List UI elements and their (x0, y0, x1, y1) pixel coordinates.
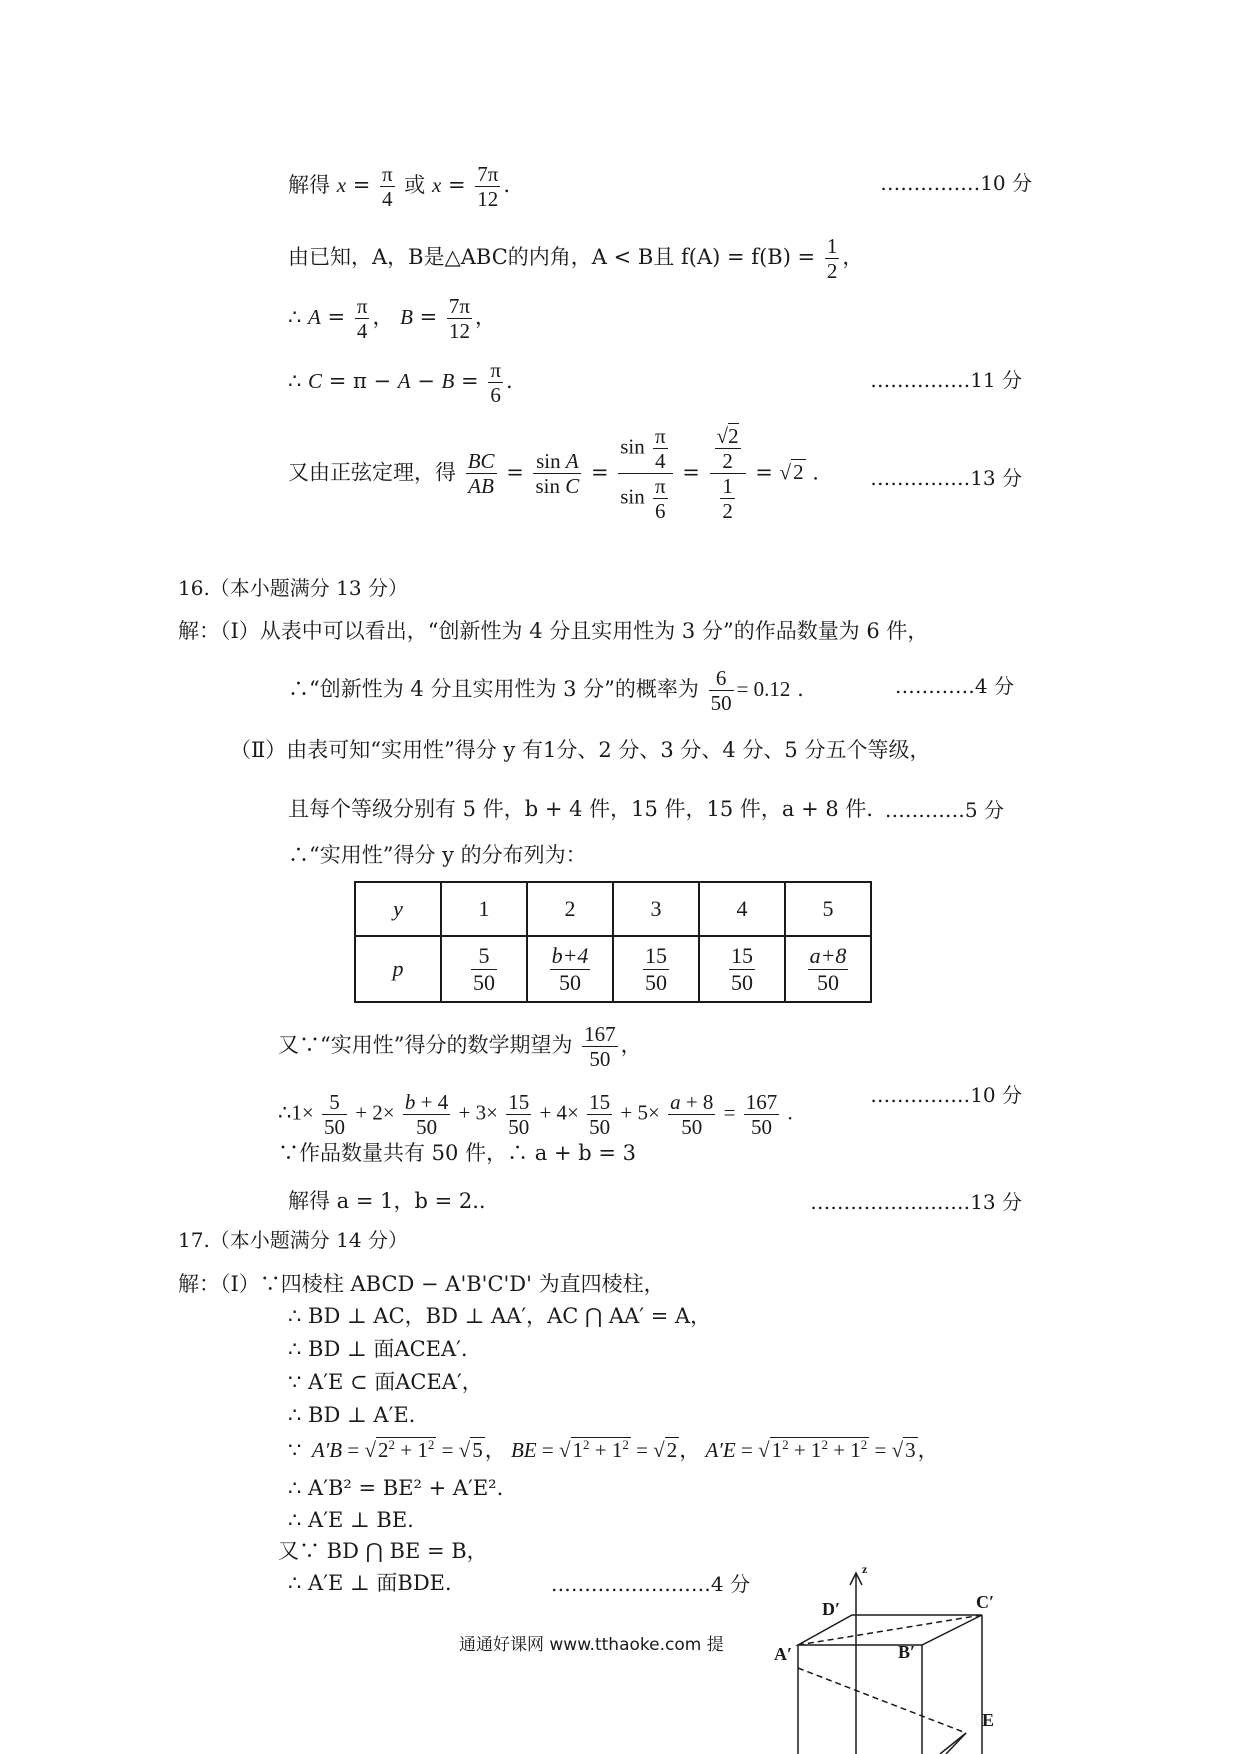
p17-line3: ∴ BD ⊥ 面ACEA′. (288, 1337, 468, 1361)
p16-score-13: ……………………13 分 (810, 1190, 1022, 1214)
table-cell: 5 (785, 882, 871, 936)
p17-line10: ∴ A′E ⊥ 面BDE． (288, 1571, 466, 1595)
page-footer: 通通好课网 www.tthaoke.com 提 (459, 1635, 724, 1655)
fraction-den: 50 (731, 969, 753, 995)
fraction: sin $\frac{\pi}{4}$ sin $\frac{\pi}{6}$ (618, 424, 672, 524)
fraction-den: 50 (558, 969, 581, 995)
p16-part2-line4: 又∵“实用性”得分的数学期望为 $\frac{167}{50}$ ， (278, 1022, 642, 1072)
fraction: $\frac{\pi}{6}$ (490, 358, 501, 408)
fraction: $\frac{7\pi}{12}$ (477, 162, 499, 212)
fraction: $\frac{6}{50}$ (710, 666, 732, 716)
line-E2 (946, 1733, 966, 1754)
p17-score-4: ……………………4 分 (550, 1572, 750, 1596)
p16-part2-line5: ∴1× $\frac{5}{50}$ + 2× $\frac{b + 4}{50}$ + 3× $\frac{15}{50}$ + 4× $\frac{15}{50}$ + 5× $\frac{a + 8}{50}$ = $\frac{167}{50}$ . (278, 1090, 793, 1140)
fraction: $\frac{\frac{√2}{2}}{\frac{1}{2}}$ (710, 424, 746, 524)
table-row (355, 936, 871, 1002)
p15-score-11: ……………11 分 (870, 368, 1022, 392)
p15-or: 或 (404, 173, 426, 198)
fraction: $\frac{\pi}{4}$ (381, 162, 393, 212)
p15-line-given: 由已知，A，B是△ABC的内角，A < B且 f(A) = f(B) = $\frac{1}{2}$ ， (288, 234, 864, 284)
fraction: $\frac{7\pi}{12}$ (448, 294, 471, 344)
table-cell: 1 (441, 882, 527, 936)
table-cell (613, 936, 699, 1002)
fraction: $\frac{5}{50}$ (323, 1090, 345, 1140)
label-E: E (982, 1710, 995, 1730)
p17-line1: 解：（Ⅰ）∵四棱柱 ABCD − A'B'C'D' 为直四棱柱， (178, 1272, 665, 1296)
p15-score-13: ……………13 分 (870, 466, 1022, 490)
p16-score-10: ……………10 分 (870, 1083, 1022, 1107)
p17-line9: 又∵ BD ⋂ BE = B， (278, 1539, 488, 1563)
p17-line6: ∵ $A'B = √2^2 + 1^2 = √5$， BE = $√1^2 + 1^2 = √2$， $A'E = √1^2 + 1^2 + 1^2 = √3$， (288, 1437, 939, 1462)
table-cell (441, 936, 527, 1002)
p16-expectation-text: 又∵“实用性”得分的数学期望为 (278, 1033, 573, 1058)
fraction: $\frac{BC}{AB}$ (467, 449, 495, 499)
p15-given-text: 由已知，A，B是△ABC的内角，A < B且 f(A) = f(B) = (288, 245, 816, 270)
fraction-den: 50 (473, 969, 495, 995)
p16-part2-line1: （Ⅱ）由表可知“实用性”得分 y 有1分、2 分、3 分、4 分、5 分五个等级， (230, 738, 931, 762)
p15-score-10: ……………10 分 (880, 171, 1032, 195)
p15-line-solve: 解得 x = $\frac{\pi}{4}$ 或 x = $\frac{7\pi}{12}$ . (288, 162, 511, 212)
p16-part1-line2: ∴“创新性为 4 分且实用性为 3 分”的概率为 $\frac{6}{50}$ = 0.12 . (288, 666, 804, 716)
fraction: $\frac{a + 8}{50}$ (670, 1090, 714, 1140)
p17-line4: ∵ A′E ⊂ 面ACEA′， (288, 1370, 483, 1394)
p16-prob-text: ∴“创新性为 4 分且实用性为 3 分”的概率为 (288, 677, 699, 702)
distribution-table (354, 881, 872, 1003)
table-cell (785, 936, 871, 1002)
table-cell: 3 (613, 882, 699, 936)
label-z: z (862, 1562, 868, 1576)
line-AE (798, 1668, 966, 1733)
table-row (355, 882, 871, 936)
prism-figure (760, 1555, 1010, 1754)
label-B1: B′ (898, 1642, 916, 1662)
p15-line-C: ∴ C = π − A − B = $\frac{\pi}{6}$ . (288, 358, 513, 408)
p16-score-5: …………5 分 (884, 798, 1004, 822)
fraction-den: 50 (645, 969, 667, 995)
p16-part2-line6: ∵作品数量共有 50 件，∴ a + b = 3 (278, 1141, 636, 1165)
p17-line2: ∴ BD ⊥ AC，BD ⊥ AA′，AC ⋂ AA′ = A， (288, 1304, 712, 1328)
p15-sine-prefix: 又由正弦定理，得 (288, 460, 456, 485)
fraction: $\frac{167}{50}$ (584, 1022, 616, 1072)
p16-part2-line2: 且每个等级分别有 5 件，b + 4 件，15 件，15 件，a + 8 件． (288, 797, 888, 821)
fraction: $\frac{167}{50}$ (745, 1090, 778, 1140)
table-cell: 4 (699, 882, 785, 936)
fraction-num: a+8 (809, 943, 847, 969)
fraction: $\frac{15}{50}$ (508, 1090, 530, 1140)
fraction: $\frac{\text{sin A}}{\text{sin C}}$ (535, 449, 580, 499)
p16-part1-line1: 解：（Ⅰ）从表中可以看出，“创新性为 4 分且实用性为 3 分”的作品数量为 6 件， (178, 619, 929, 643)
table-cell (699, 936, 785, 1002)
fraction-den: 50 (816, 969, 839, 995)
p16-part2-line7: 解得 a = 1，b = 2.. (288, 1189, 486, 1213)
fraction: $\frac{1}{2}$ (826, 234, 838, 284)
p16-score-4: …………4 分 (894, 674, 1014, 698)
p17-line8: ∴ A′E ⊥ BE. (288, 1508, 414, 1532)
p15-line-AB: ∴ A = $\frac{\pi}{4}$ ， B = $\frac{7\pi}{12}$ ， (288, 294, 497, 344)
fraction-num: 15 (645, 943, 667, 969)
fraction: $\frac{15}{50}$ (589, 1090, 611, 1140)
p17-title: 17.（本小题满分 14 分） (178, 1228, 408, 1252)
p17-line7: ∴ A′B² = BE² + A′E². (288, 1476, 504, 1500)
p15-line-sine-law: 又由正弦定理，得 $\frac{BC}{AB}$ = $\frac{\text{sin A}}{\text{sin C}}$ = sin $\frac{\pi}{4}$ sin $\frac{\pi}{6}$ = $\frac{\frac{√2}{2}}{\frac{1}{2}}$ = √2 . (288, 424, 819, 524)
p16-title: 16.（本小题满分 13 分） (178, 576, 408, 600)
table-cell: 2 (527, 882, 613, 936)
fraction-num: 5 (471, 943, 497, 969)
table-cell: p (355, 936, 441, 1002)
label-D1: D′ (822, 1599, 841, 1619)
fraction-num: b+4 (551, 943, 589, 969)
table-cell (527, 936, 613, 1002)
fraction: $\frac{b + 4}{50}$ (404, 1090, 449, 1140)
table-cell: y (355, 882, 441, 936)
p15-solve-label: 解得 (288, 173, 330, 198)
fraction-num: 15 (731, 943, 753, 969)
p16-part2-line3: ∴“实用性”得分 y 的分布列为： (288, 843, 587, 867)
p17-line5: ∴ BD ⊥ A′E. (288, 1403, 416, 1427)
fraction: $\frac{\pi}{4}$ (356, 294, 368, 344)
label-A1: A′ (774, 1644, 793, 1664)
label-C1: C′ (976, 1592, 995, 1612)
